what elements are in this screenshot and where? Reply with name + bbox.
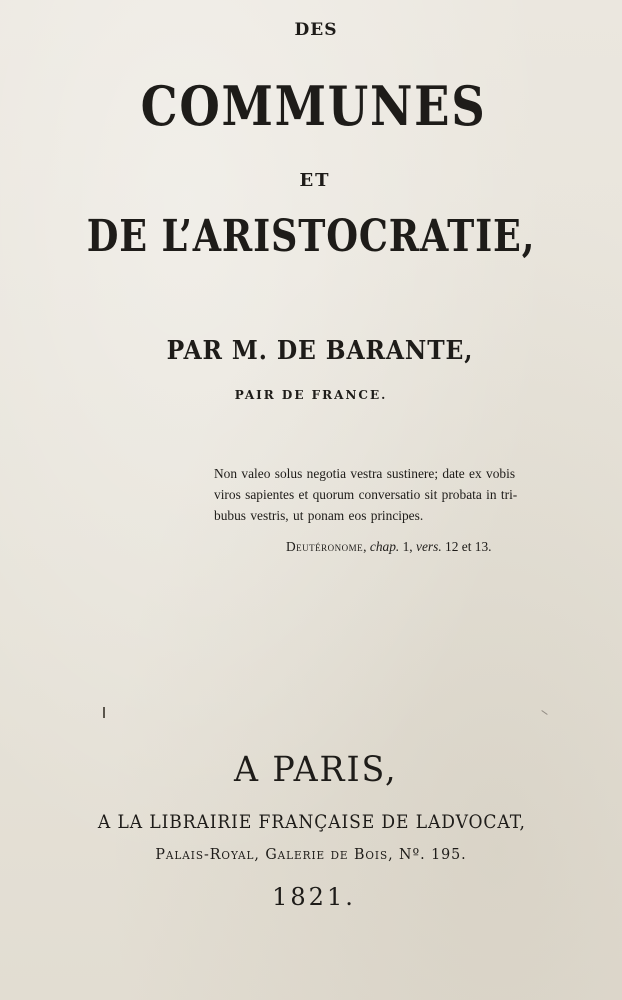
author-line: PAR M. DE BARANTE, [166,336,474,366]
heading-des: DES [294,20,338,40]
heading-aristocratie: DE L’ARISTOCRATIE, [86,211,536,262]
epigraph-line-3: bubus vestris, ut ponam eos principes. [214,508,424,523]
epigraph-line-2: viros sapientes et quorum conversatio sit probata in tri- [214,487,518,502]
paper-speck [103,707,105,718]
address-galerie: , Galerie de Bois [254,845,389,863]
heading-et: ET [299,170,331,191]
address-number: , Nº. 195. [388,845,467,863]
imprint-city: A PARIS, [234,750,398,790]
address-palais: Palais-Royal [155,845,255,863]
citation-vers: vers. [416,539,442,554]
epigraph-line-1: Non valeo solus negotia vestra sustinere; date ex vobis [214,466,516,481]
heading-communes: COMMUNES [140,74,487,138]
epigraph-citation [286,539,492,555]
imprint-publisher: A LA LIBRAIRIE FRANÇAISE DE LADVOCAT, [97,811,526,833]
imprint-address [16,845,607,863]
citation-book: Deutéronome [286,539,364,554]
citation-sep: , [363,539,370,554]
paper-speck [541,710,547,715]
epigraph [214,463,554,526]
author-title: PAIR DE FRANCE. [234,388,388,402]
imprint-year: 1821. [272,883,356,911]
citation-chap: chap. [369,539,400,554]
citation-chap-num: 1, [399,539,417,554]
citation-vers-nums: 12 et 13. [441,539,492,554]
